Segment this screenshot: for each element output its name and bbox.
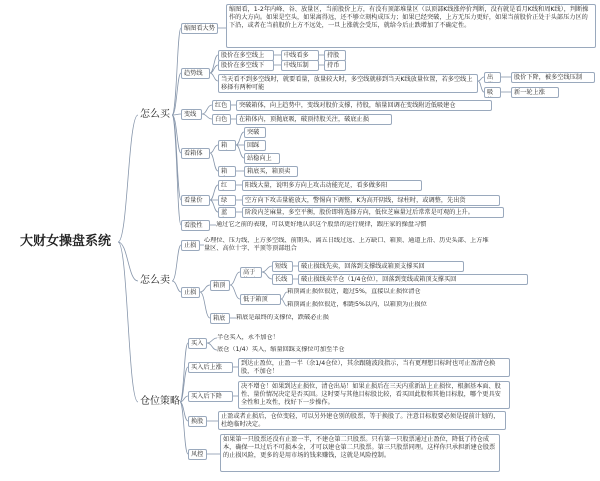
node-shrink-trend-text: 缩图看，1-2年内峰、谷、放量区，当前股价上方，有没有顶部堆量区（以顶部K线涨停价判断，没有就是看月K线和周K线），判断操作的大方向。如果是空头，如果离得远，还不够立刻构成压力；如果已经突破，上方无压力更好，如果当前股价正处于头部压力区的下沿，或者在当前股价上方不远处，一旦上涨就会受压，就给今后止跌增加了不确定性。 [226, 4, 596, 48]
node-risk-text: 如果第一只股票还没有止盈一半，不建仓第二只股票。只有第一只股票通过止盈位，降低了持仓成本，确保一旦过后不可损本金，才可以建仓第二只股票。第三只股票同理。这样你只承担新建仓股票的止损风险，更多的是用市场的钱来赚钱，这就是风险控制。 [220, 434, 500, 472]
node-above-action: 持股 [324, 50, 346, 61]
node-trend-line: 趋势线 [181, 68, 210, 79]
node-tp-below-text-2: 箱顶离止损位很近，相距5%以内，以箱顶为止损位 [287, 301, 427, 308]
node-above-result: 中线看多 [281, 50, 319, 61]
node-volume-green-text: 空方向下攻击量能放大，警惕向下调整，K为高开阴线，绿柱时，或调整，先出货 [242, 195, 500, 206]
node-after-buy-up-text: 到达止盈位，止盈一半（余1/4仓位），其余跟随波段指示，当有更理想目标时也可止盈清仓换股，不加仓！ [238, 358, 510, 377]
node-swap-text: 止盈或者止损后，仓位变轻，可以另外建仓别的股票，等于换股了。注意目标股要必须是提前计划的，杜绝临时决定。 [218, 411, 506, 430]
node-box-pullback: 回踩 [244, 140, 266, 151]
node-tp-below-text-1: 箱顶离止损位很近，超过5%，直接以止损位清仓 [287, 288, 421, 295]
node-tp-below-top: 低于箱顶 [240, 294, 281, 305]
node-box-break: 突破 [244, 127, 266, 138]
node-below-result: 中线压制 [281, 60, 319, 71]
node-volume-green: 绿 [218, 195, 236, 206]
node-shrink-trend: 缩图看大势 [181, 23, 218, 34]
node-box-inside: 箱 [218, 166, 236, 177]
node-buy-in: 买入 [188, 338, 207, 349]
node-buy-in-item-1: 半仓买入，永不加仓！ [217, 334, 279, 341]
node-change-red: 红色 [212, 100, 231, 111]
node-above-line: 股价在多空线上 [218, 50, 274, 61]
node-tp-above-top: 高于 [240, 267, 262, 278]
branch-position: 仓位策略 [140, 396, 180, 407]
node-tp-bottom: 箱底 [210, 313, 230, 324]
node-shipment-action: 股价下降，被多空线压制 [511, 72, 595, 83]
node-volume-note: 当天看不到多空线时，就要看量，放量较大时，多空线就移到当天K线放量位置，若多空线上移择有两种可能 [218, 74, 478, 93]
node-box: 看箱体 [181, 148, 210, 159]
node-volume-blue-text: 阶段内芝麻量，多空平衡，股价即将选择方向，低位芝麻量过后常常是可观的上升。 [242, 207, 504, 218]
node-after-buy-up: 买入后上涨 [188, 362, 233, 373]
node-tp-long-text: 破止损线卖半仓（1/4仓位），回落到变线或箱顶支撑买回 [298, 274, 528, 285]
root-title: 大财女操盘系统 [20, 234, 112, 249]
node-stop: 止损 [181, 240, 200, 251]
node-after-buy-down: 买入后下降 [188, 391, 233, 402]
node-change-white: 白色 [212, 114, 231, 125]
node-take-profit: 止损 [181, 287, 200, 298]
node-absorb-action: 新一轮上涨 [511, 87, 559, 98]
node-box-inside-text: 箱底买，箱顶卖 [244, 166, 298, 177]
node-box-top: 箱 [218, 140, 236, 151]
node-volume: 看量价 [181, 195, 210, 206]
node-after-buy-down-text: 决不增仓！如果到达止损位，清仓出局！如果止损后在三天内重新站上止损位，根据基本面、股性、量价情况决定是否买回。这时要与其他目标股比较，看买回此股和其他目标股，哪个更具安全性和上攻性，找好下一步操作。 [238, 381, 510, 409]
node-tp-short: 短线 [272, 261, 293, 272]
node-change-line: 变线 [181, 109, 202, 120]
node-risk: 风控 [188, 449, 207, 460]
node-buy-in-item-2: 底仓（1/4）买入，缩量回踩支撑位可加至半仓 [217, 346, 345, 353]
node-shipment: 出 [484, 72, 501, 83]
node-below-line: 股价在多空线下 [218, 60, 274, 71]
node-swap: 换股 [188, 416, 207, 427]
node-stop-text: 心理位、压力线、上方多空线、前期头、离五日线过远、上方缺口、箱顶、通道上沿、历史头部、上方堆量区、高位十字、平顶等顶部组合 [204, 237, 489, 252]
edge-root-position [118, 242, 138, 402]
branch-how-sell: 怎么卖 [140, 275, 170, 286]
node-box-stand: 站稳向上 [244, 153, 280, 164]
node-below-action: 持币 [324, 60, 346, 71]
node-volume-red-text: 阳线大量，说明多方向上攻击动能充足，看多做多阳 [242, 180, 422, 191]
node-tp-top: 箱顶 [210, 280, 230, 291]
node-change-white-text: 在箱体内，顶抛底吸，破顶持股关注，破底止损 [236, 114, 392, 125]
node-volume-blue: 蓝 [218, 207, 236, 218]
node-tp-bottom-text: 箱底是最终的支撑位，跌破必止损 [236, 314, 329, 321]
node-tp-short-text: 破止损线先卖，回落到支撑线或箱顶支撑买回 [298, 261, 464, 272]
node-rank: 看股性 [181, 220, 210, 231]
node-change-red-text: 突破箱体，向上趋势中，变线对股价支撑，持股，缩量回调在变线附近低吸建仓 [236, 100, 492, 111]
node-absorb: 吸 [484, 87, 501, 98]
node-volume-red: 红 [218, 180, 236, 191]
node-tp-long: 长线 [272, 274, 293, 285]
branch-how-buy: 怎么买 [140, 109, 170, 120]
edge-root-buy [118, 115, 138, 242]
node-rank-text: 通过它之前的表现，可以更好地认识这个股票的运行规律，跟庄家的操盘习惯 [216, 221, 427, 228]
